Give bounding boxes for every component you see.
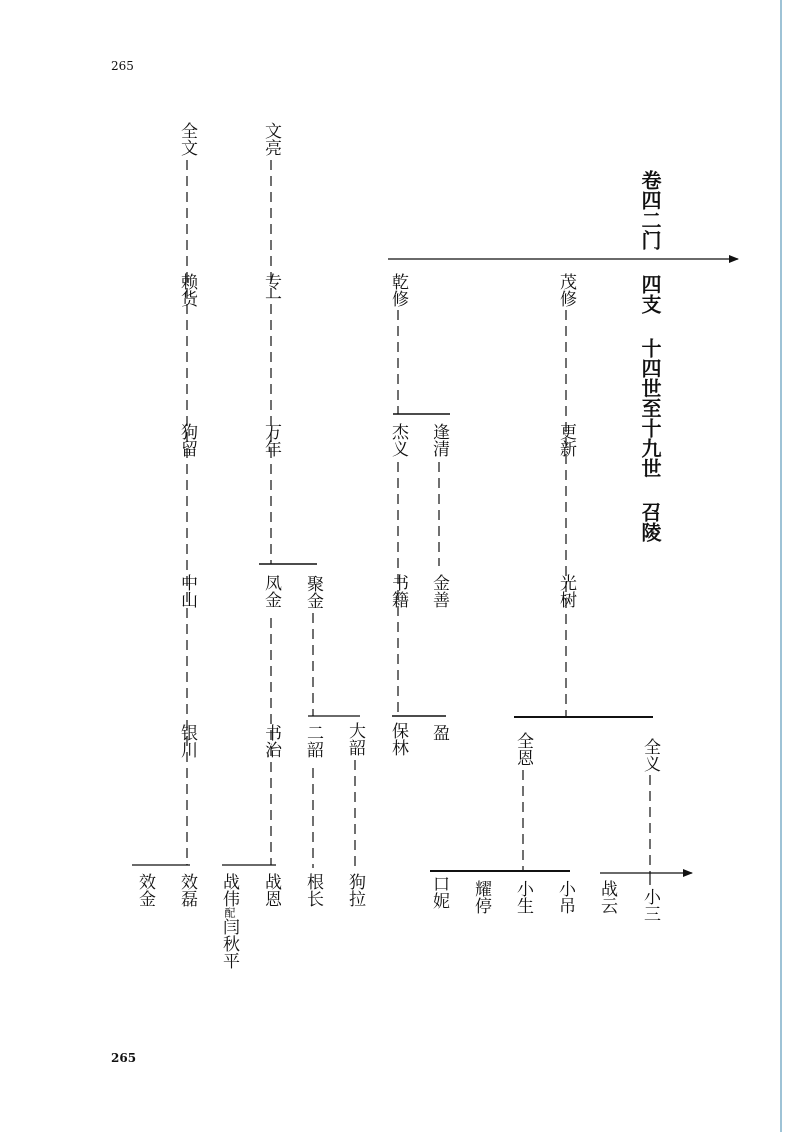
name-yaoting: 耀停 <box>471 880 491 914</box>
name-yinchuan: 银川 <box>177 724 197 758</box>
name-jujin: 聚金 <box>303 575 323 609</box>
name-gouliu: 狗留 <box>177 423 197 457</box>
name-jieyi: 杰义 <box>388 423 408 457</box>
name-xiaosan: 小三 <box>640 888 660 922</box>
name-gengxin: 更新 <box>556 423 576 457</box>
name-zhanen: 战恩 <box>261 873 281 907</box>
name-maoxiu: 茂修 <box>556 273 576 307</box>
name-wenliang: 文亮 <box>261 122 281 156</box>
name-qianxiu: 乾修 <box>388 273 408 307</box>
name-ying: 盈 <box>429 724 449 741</box>
name-quanwen: 全文 <box>177 122 197 156</box>
name-zhongshan: 中山 <box>177 574 197 608</box>
name-goula: 狗拉 <box>345 873 365 907</box>
name-zhanwei <box>220 873 238 969</box>
name-zhanwei-main: 战伟 <box>219 873 239 907</box>
name-genchang: 根长 <box>303 873 323 907</box>
name-guangshu: 光树 <box>556 574 576 608</box>
page-number-bottom: 265 <box>111 1051 137 1065</box>
name-shuji: 书籍 <box>388 574 408 608</box>
name-quanyi: 全义 <box>640 738 660 772</box>
name-laihuo: 赖货 <box>177 273 197 307</box>
name-dashao: 大韶 <box>345 722 365 756</box>
page-number-top: 265 <box>111 59 134 73</box>
name-zhuanyi: 专一 <box>261 273 281 307</box>
name-kouni: 口妮 <box>429 875 449 909</box>
name-xiaodiao: 小吊 <box>555 880 575 914</box>
name-xiaolei: 效磊 <box>177 873 197 907</box>
spouse-marker: 配 <box>223 907 236 918</box>
name-baolin: 保林 <box>388 722 408 756</box>
name-xiaosheng: 小生 <box>513 880 533 914</box>
name-ershao: 二韶 <box>303 724 323 758</box>
name-wannian: 万年 <box>261 423 281 457</box>
name-shuzhi: 书治 <box>261 724 281 758</box>
name-spouse: 闫秋平 <box>219 918 239 969</box>
name-zhanyun: 战云 <box>597 880 617 914</box>
name-xiaojin: 效金 <box>135 873 155 907</box>
name-fengqing: 逢清 <box>429 423 449 457</box>
name-jinshan: 金善 <box>429 574 449 608</box>
name-quanen: 全恩 <box>513 732 533 766</box>
page-title: 卷四二门 四支 十四世至十九世 召陵 <box>638 170 662 542</box>
name-fengjin: 凤金 <box>261 574 281 608</box>
